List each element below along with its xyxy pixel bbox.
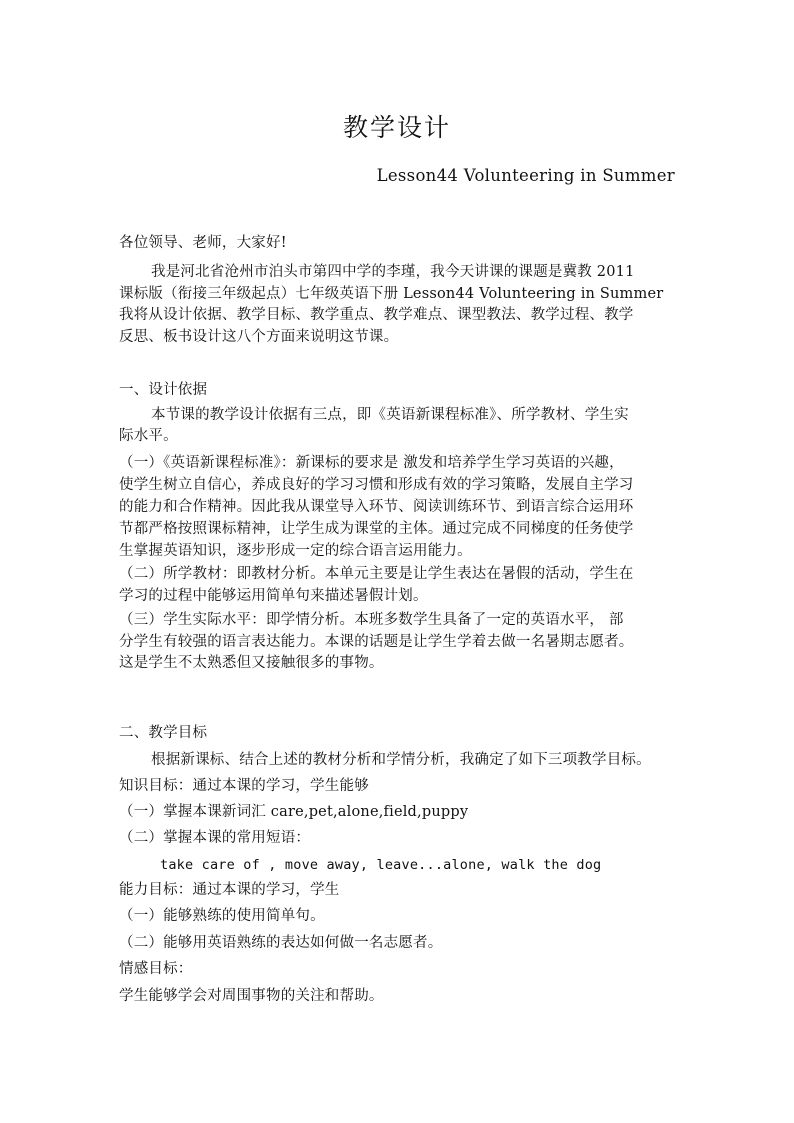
greeting: 各位领导、老师，大家好! (119, 235, 287, 251)
ability-goal-item: （二）能够用英语熟练的表达如何做一名志愿者。 (119, 935, 443, 951)
ability-goal-heading: 能力目标：通过本课的学习，学生 (119, 882, 340, 898)
intro-line: 课标版（衔接三年级起点）七年级英语下册 Lesson44 Volunteering in Summer (119, 286, 664, 302)
paragraph-line: 这是学生不太熟悉但又接触很多的事物。 (119, 655, 384, 671)
knowledge-goal-heading: 知识目标：通过本课的学习，学生能够 (119, 778, 369, 794)
intro-line: 我是河北省沧州市泊头市第四中学的李瑾，我今天讲课的课题是冀教 2011 (151, 264, 635, 280)
document-subtitle: Lesson44 Volunteering in Summer (376, 166, 675, 185)
intro-line: 我将从设计依据、教学目标、教学重点、教学难点、课型教法、教学过程、教学 (119, 307, 634, 323)
knowledge-goal-item: （二）掌握本课的常用短语： (119, 830, 311, 846)
document-title: 教学设计 (342, 113, 451, 142)
knowledge-goal-item: （一）掌握本课新词汇 care,pet,alone,field,puppy (119, 804, 469, 820)
paragraph-line: 生掌握英语知识，逐步形成一定的综合语言运用能力。 (119, 543, 472, 559)
ability-goal-item: （一）能够熟练的使用简单句。 (119, 908, 325, 924)
paragraph-line: （二）所学教材：即教材分析。本单元主要是让学生表达在暑假的活动，学生在 (119, 566, 634, 582)
intro-line: 反思、板书设计这八个方面来说明这节课。 (119, 329, 399, 345)
paragraph-line: 节都严格按照课标精神，让学生成为课堂的主体。通过完成不同梯度的任务使学 (119, 521, 634, 537)
paragraph-line: 本节课的教学设计依据有三点，即《英语新课程标准》、所学教材、学生实 (151, 407, 629, 423)
paragraph-line: 际水平。 (119, 428, 178, 444)
paragraph-line: 的能力和合作精神。因此我从课堂导入环节、阅读训练环节、到语言综合运用环 (119, 499, 634, 515)
paragraph-line: 学习的过程中能够运用简单句来描述暑假计划。 (119, 588, 428, 604)
paragraph-line: 使学生树立自信心，养成良好的学习习惯和形成有效的学习策略，发展自主学习 (119, 477, 634, 493)
paragraph-line: （三）学生实际水平：即学情分析。本班多数学生具备了一定的英语水平， 部 (119, 612, 624, 628)
emotion-goal-heading: 情感目标： (119, 961, 193, 977)
section-heading: 一、设计依据 (119, 382, 208, 398)
phrase-list: take care of , move away, leave...alone, walk the dog (160, 857, 602, 873)
emotion-goal-text: 学生能够学会对周围事物的关注和帮助。 (119, 988, 384, 1004)
paragraph-line: 根据新课标、结合上述的教材分析和学情分析，我确定了如下三项教学目标。 (151, 752, 651, 768)
section-heading: 二、教学目标 (119, 725, 208, 741)
paragraph-line: （一）《英语新课程标准》：新课标的要求是 激发和培养学生学习英语的兴趣， (119, 455, 624, 471)
paragraph-line: 分学生有较强的语言表达能力。本课的话题是让学生学着去做一名暑期志愿者。 (119, 634, 634, 650)
